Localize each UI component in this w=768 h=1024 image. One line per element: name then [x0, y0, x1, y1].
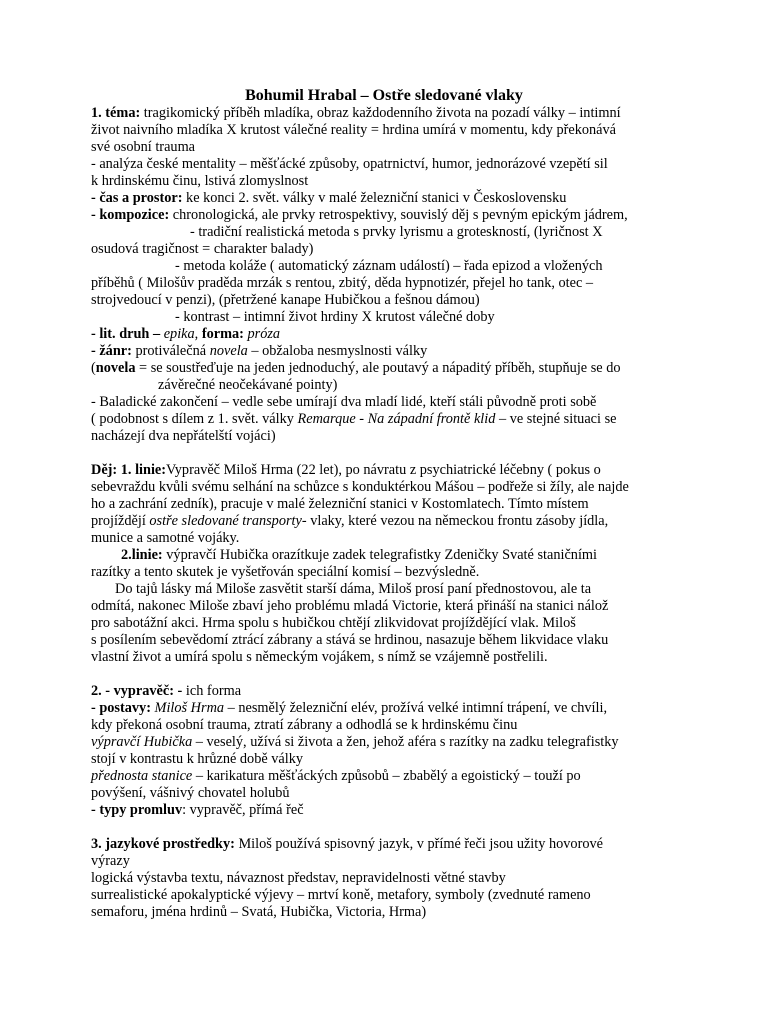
bold-text: - typy promluv [91, 802, 183, 818]
text-line [91, 462, 691, 479]
text-line [91, 377, 691, 394]
text-run: – karikatura měšťáckých způsobů – zbabělý a egoistický – touží po [192, 768, 581, 784]
text-line [91, 785, 691, 802]
text-line [91, 343, 691, 360]
text-line [91, 581, 691, 598]
text-run: ( [91, 360, 96, 376]
document-title: Bohumil Hrabal – Ostře sledované vlaky [245, 87, 523, 104]
text-run: závěrečné neočekávané pointy) [158, 377, 338, 393]
text-run: surrealistické apokalyptické výjevy – mrtví koně, metafory, symboly (zvednuté rameno [91, 887, 591, 903]
text-line [91, 122, 691, 139]
text-run: sebevraždu kvůli svému selhání na schůzce s konduktérkou Mášou – podřeže si žíly, ale najde [91, 479, 629, 495]
text-line [91, 717, 691, 734]
text-line [91, 904, 691, 921]
text-line [91, 479, 691, 496]
text-run: povýšení, vášnivý chovatel holubů [91, 785, 290, 801]
text-run: tragikomický příběh mladíka, obraz každodenního života na pozadí války – intimní [140, 105, 621, 121]
italic-text: epika [163, 326, 195, 342]
blank-line [91, 819, 691, 836]
text-line [91, 411, 691, 428]
text-run: - tradiční realistická metoda s prvky lyrismu a groteskností, (lyričnost X [190, 224, 603, 240]
text-line [91, 156, 691, 173]
text-line [91, 632, 691, 649]
text-line [91, 564, 691, 581]
bold-text: Děj: 1. linie: [91, 462, 167, 478]
text-run: : vypravěč, přímá řeč [182, 802, 304, 818]
blank-line [91, 445, 691, 462]
bold-text: novela [95, 360, 136, 376]
text-line [91, 598, 691, 615]
text-run: pro sabotážní akci. Hrma spolu s hubičkou chtějí zlikvidovat projíždějící vlak. Miloš [91, 615, 576, 631]
text-line [91, 615, 691, 632]
text-run: = se soustřeďuje na jeden jednoduchý, ale poutavý a nápaditý příběh, stupňuje se do [135, 360, 621, 376]
text-run: projíždějí [91, 513, 150, 529]
text-line [91, 224, 691, 241]
text-run: kdy překoná osobní trauma, ztratí zábrany a odhodlá se k hrdinskému činu [91, 717, 518, 733]
italic-text: přednosta stanice [91, 768, 193, 784]
text-run: nacházejí dva nepřátelští vojáci) [91, 428, 276, 444]
text-line [91, 700, 691, 717]
text-line [91, 394, 691, 411]
italic-text: Remarque - Na západní frontě klid [297, 411, 496, 427]
text-run: chronologická, ale prvky retrospektivy, souvislý děj s pevným epickým jádrem, [169, 207, 628, 223]
text-line [91, 853, 691, 870]
text-line [91, 207, 691, 224]
text-run: výrazy [91, 853, 130, 869]
text-line [91, 649, 691, 666]
text-line [91, 173, 691, 190]
text-run: - metoda koláže ( automatický záznam událostí) – řada epizod a vložených [175, 258, 603, 274]
text-line [91, 428, 691, 445]
text-run: – obžaloba nesmyslnosti války [247, 343, 428, 359]
bold-text: - lit. druh – [91, 326, 161, 342]
text-line [91, 768, 691, 785]
bold-text: - postavy: [91, 700, 151, 716]
document-body [91, 105, 691, 921]
text-run: - Baladické zakončení – vedle sebe umírají dva mladí lidé, kteří stáli původně proti sobě [91, 394, 597, 410]
text-run: munice a samotné vojáky. [91, 530, 240, 546]
text-run: - kontrast – intimní život hrdiny X krutost válečné doby [175, 309, 495, 325]
text-run: semaforu, jména hrdinů – Svatá, Hubička, Victoria, Hrma) [91, 904, 427, 920]
bold-text: forma: [201, 326, 244, 342]
text-run: ke konci 2. svět. války v malé železniční stanici v Československu [182, 190, 567, 206]
text-run: - vlaky, které vezou na německou frontu zásoby jídla, [301, 513, 609, 529]
text-line [91, 887, 691, 904]
text-line [91, 275, 691, 292]
text-line [91, 190, 691, 207]
text-line [91, 513, 691, 530]
italic-text: ostře sledované transporty [149, 513, 302, 529]
text-run: , [194, 326, 202, 342]
text-line [91, 836, 691, 853]
text-run: ich forma [182, 683, 242, 699]
text-run: stojí v kontrastu k hrůzné době války [91, 751, 304, 767]
text-run: – ve stejné situaci se [495, 411, 617, 427]
text-line [91, 683, 691, 700]
text-line [91, 326, 691, 343]
bold-text: 1. téma: [91, 105, 141, 121]
blank-line [91, 666, 691, 683]
text-line [91, 547, 691, 564]
text-line [91, 751, 691, 768]
text-run: výpravčí Hubička orazítkuje zadek telegrafistky Zdeničky Svaté staničními [162, 547, 598, 563]
text-run: strojvedoucí v penzi), (přetržené kanape Hubičkou a fešnou dámou) [91, 292, 480, 308]
text-line [91, 258, 691, 275]
text-run: logická výstavba textu, návaznost představ, nepravidelnosti větné stavby [91, 870, 506, 886]
text-run: ho a zachrání zedník), pracuje v malé železniční stanici v Kostomlatech. Tímto místem [91, 496, 589, 512]
text-run: s posílením sebevědomí ztrácí zábrany a stává se hrdinou, nasazuje během likvidace vlaku [91, 632, 609, 648]
text-run: život naivního mladíka X krutost válečné reality = hrdina umírá v momentu, kdy překonává [91, 122, 616, 138]
bold-text: - kompozice: [91, 207, 170, 223]
text-run: odmítá, nakonec Miloše zbaví jeho problému mladá Victorie, která přináší na stanici nálož [91, 598, 609, 614]
text-line [91, 309, 691, 326]
text-run: Vypravěč Miloš Hrma (22 let), po návratu z psychiatrické léčebny ( pokus o [166, 462, 601, 478]
text-run: – nesmělý železniční elév, prožívá velké intimní trápení, ve chvíli, [224, 700, 608, 716]
text-line [91, 734, 691, 751]
text-run: – veselý, užívá si života a žen, jehož aféra s razítky na zadku telegrafistky [192, 734, 619, 750]
text-line [91, 292, 691, 309]
text-run: příběhů ( Milošův praděda mrzák s rentou, zbitý, děda hypnotizér, přejel ho tank, otec – [91, 275, 594, 291]
bold-text: 2. - vypravěč: - [91, 683, 183, 699]
text-line [91, 105, 691, 122]
text-line [91, 870, 691, 887]
text-line [91, 360, 691, 377]
text-run: razítky a tento skutek je vyšetřován speciální komisí – bezvýsledně. [91, 564, 480, 580]
text-run: - analýza české mentality – měšťácké způsoby, opatrnictví, humor, jednorázové vzepětí sil [91, 156, 608, 172]
text-line [91, 241, 691, 258]
text-run: své osobní trauma [91, 139, 196, 155]
text-line [91, 530, 691, 547]
text-line [91, 496, 691, 513]
bold-text: - žánr: [91, 343, 132, 359]
text-run: ( podobnost s dílem z 1. svět. války [91, 411, 298, 427]
bold-text: - čas a prostor: [91, 190, 183, 206]
text-run: Do tajů lásky má Miloše zasvětit starší dáma, Miloš prosí paní přednostovou, ale ta [115, 581, 592, 597]
text-run: k hrdinskému činu, lstivá zlomyslnost [91, 173, 309, 189]
text-line [91, 139, 691, 156]
italic-text: novela [209, 343, 248, 359]
italic-text: Miloš Hrma [154, 700, 225, 716]
bold-text: 3. jazykové prostředky: [91, 836, 235, 852]
text-run: osudová tragičnost = charakter balady) [91, 241, 314, 257]
italic-text: výpravčí Hubička [91, 734, 193, 750]
bold-text: 2.linie: [121, 547, 163, 563]
italic-text: próza [247, 326, 281, 342]
text-run: Miloš používá spisovný jazyk, v přímé řeči jsou užity hovorové [234, 836, 603, 852]
text-line [91, 802, 691, 819]
text-run: protiválečná [131, 343, 210, 359]
text-run: vlastní život a umírá spolu s německým vojákem, s nímž se vzájemně postřelili. [91, 649, 548, 665]
